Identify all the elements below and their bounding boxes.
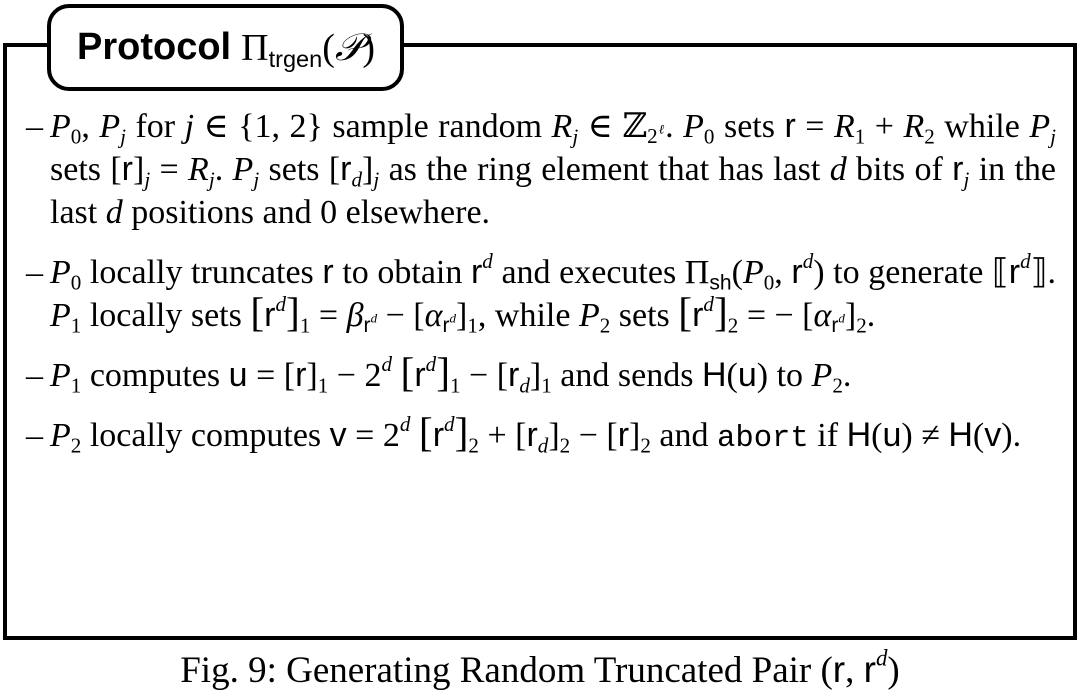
- protocol-step: – $P_2$ locally computes $v = 2^d$ $[r^d]_2 + [r_d]_2 - [r]_2$ and abort if H(u) ≠ H(v).: [26, 409, 1022, 458]
- figure-caption: Fig. 9: Generating Random Truncated Pair (r, $r^d$): [180, 645, 900, 691]
- bullet-dash: –: [26, 417, 43, 454]
- protocol-step: – $P_1$ computes $u = [r]_1 - 2^d$ $[r^d]_1 - [r_d]_1$ and sends H(u) to $P_2$.: [26, 349, 852, 398]
- protocol-title-box: [47, 4, 404, 91]
- protocol-title-math: $\Pi_{trgen}(𝒫)$: [241, 26, 375, 72]
- protocol-step: – $P_0$, $P_j$ for j ∈ {1, 2} sample random $R_j$ ∈ ℤ$_{2^\ell}$. $P_0$ sets $r = R_1 + R_2$ while $P_j$ sets $[r]_j = R_j$. $P_j$ sets $[r_d]_j$ as the ring element that has last d bits of $r_j$ in the last d positions and 0 elsewhere.: [26, 107, 1057, 231]
- bullet-dash: –: [26, 254, 43, 291]
- protocol-step: – $P_0$ locally truncates r to obtain $r^d$ and executes $\Pi_{sh}(P_0$, $r^d$) to generate $⟦r^d⟧$. $P_1$ locally sets $[r^d]_1 = \beta_{r^d} - [\alpha_{r^d}]_1$, while $P_2$ sets $[r^d]_2$ = − $[\alpha_{r^d}]_2$.: [26, 248, 1057, 338]
- bullet-dash: –: [26, 357, 43, 394]
- protocol-title-word: Protocol: [77, 26, 232, 68]
- bullet-dash: –: [26, 108, 43, 145]
- protocol-steps: [26, 105, 1056, 478]
